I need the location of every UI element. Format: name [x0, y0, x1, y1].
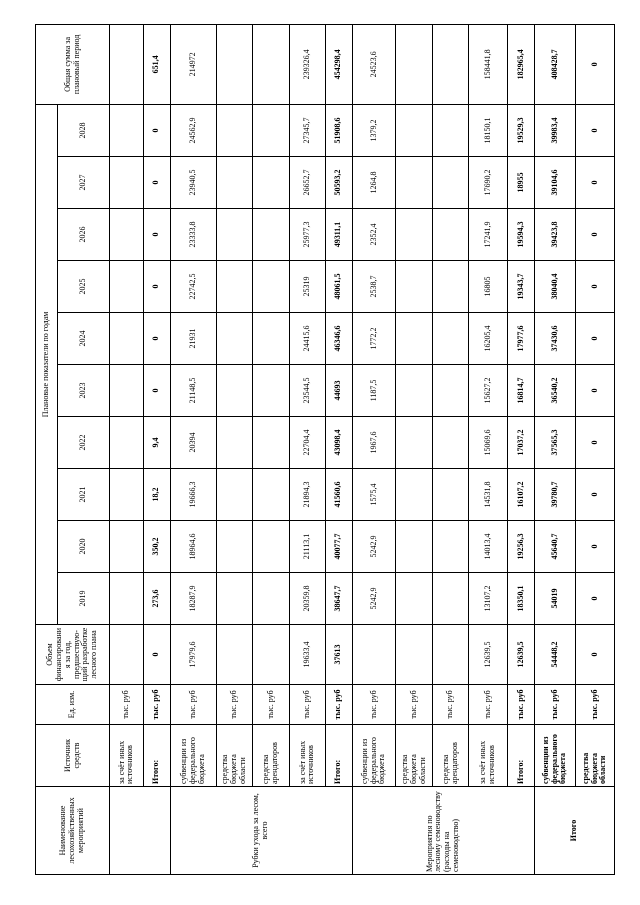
value-cell-2027 — [396, 157, 432, 209]
value-cell-2028: 0 — [143, 104, 170, 156]
unit-cell: тыс. руб — [396, 685, 432, 725]
value-cell-2025 — [110, 261, 144, 313]
unit-cell: тыс. руб — [143, 685, 170, 725]
group-name-g1: Рубки ухода за лесом, всего — [170, 787, 352, 875]
value-cell-2022: 9,4 — [143, 417, 170, 469]
value-cell-2028 — [432, 104, 468, 156]
value-cell-2026 — [110, 209, 144, 261]
value-cell-2020: 5242,9 — [352, 521, 396, 573]
value-cell-2022 — [432, 417, 468, 469]
value-cell-2025: 0 — [576, 261, 615, 313]
value-cell-2024 — [432, 313, 468, 365]
table-row — [110, 24, 144, 874]
value-cell-2023 — [432, 365, 468, 417]
value-cell-2019: 18350,1 — [508, 573, 535, 625]
volume-cell: 37613 — [326, 625, 353, 685]
header-year-2028: 2028 — [58, 104, 110, 156]
value-cell-2026: 39423,8 — [534, 209, 575, 261]
group-name-cell — [110, 787, 171, 875]
value-cell-2019: 20359,8 — [289, 573, 325, 625]
table-row — [143, 24, 170, 874]
value-cell-2020: 0 — [576, 521, 615, 573]
source-cell: субвенции из федерального бюджета — [352, 725, 396, 787]
source-cell: за счёт иных источников — [289, 725, 325, 787]
value-cell-2023: 21148,5 — [170, 365, 216, 417]
value-cell-2027: 50593,2 — [326, 157, 353, 209]
value-cell-2028: 0 — [576, 104, 615, 156]
table-row — [508, 24, 535, 874]
value-cell-2022: 20394 — [170, 417, 216, 469]
header-year-2021: 2021 — [58, 469, 110, 521]
value-cell-2023 — [396, 365, 432, 417]
header-source: Источник средств — [36, 725, 110, 787]
value-cell-2019: 54019 — [534, 573, 575, 625]
value-cell-2021: 14531,8 — [469, 469, 508, 521]
total-cell: 239326,4 — [289, 24, 325, 104]
value-cell-2024 — [253, 313, 289, 365]
table-row — [576, 24, 615, 874]
table-row — [170, 24, 216, 874]
value-cell-2026: 25977,3 — [289, 209, 325, 261]
header-year-2019: 2019 — [58, 573, 110, 625]
value-cell-2020: 19256,3 — [508, 521, 535, 573]
value-cell-2021: 41560,6 — [326, 469, 353, 521]
value-cell-2022 — [216, 417, 252, 469]
value-cell-2024: 1772,2 — [352, 313, 396, 365]
value-cell-2026: 17241,9 — [469, 209, 508, 261]
total-cell: 158441,8 — [469, 24, 508, 104]
value-cell-2019 — [432, 573, 468, 625]
header-year-2025: 2025 — [58, 261, 110, 313]
value-cell-2026: 2352,4 — [352, 209, 396, 261]
value-cell-2024: 21931 — [170, 313, 216, 365]
value-cell-2026 — [396, 209, 432, 261]
value-cell-2019 — [396, 573, 432, 625]
volume-cell: 0 — [143, 625, 170, 685]
source-cell: за счёт иных источников — [469, 725, 508, 787]
value-cell-2024: 24415,6 — [289, 313, 325, 365]
value-cell-2021: 1575,4 — [352, 469, 396, 521]
value-cell-2020: 18964,6 — [170, 521, 216, 573]
value-cell-2020: 14013,4 — [469, 521, 508, 573]
value-cell-2023: 23544,5 — [289, 365, 325, 417]
value-cell-2028: 1379,2 — [352, 104, 396, 156]
value-cell-2020 — [253, 521, 289, 573]
unit-cell: тыс. руб — [534, 685, 575, 725]
value-cell-2021 — [216, 469, 252, 521]
value-cell-2025 — [216, 261, 252, 313]
value-cell-2026: 0 — [576, 209, 615, 261]
value-cell-2020: 350,2 — [143, 521, 170, 573]
total-cell: 214972 — [170, 24, 216, 104]
value-cell-2021 — [253, 469, 289, 521]
value-cell-2027: 17690,2 — [469, 157, 508, 209]
total-cell: 24523,6 — [352, 24, 396, 104]
value-cell-2023: 1187,5 — [352, 365, 396, 417]
total-cell — [110, 24, 144, 104]
value-cell-2027 — [110, 157, 144, 209]
value-cell-2022 — [110, 417, 144, 469]
value-cell-2027: 0 — [143, 157, 170, 209]
volume-cell — [253, 625, 289, 685]
total-cell — [396, 24, 432, 104]
volume-cell — [352, 625, 396, 685]
unit-cell: тыс. руб — [216, 685, 252, 725]
value-cell-2022: 0 — [576, 417, 615, 469]
group-name-g3: Итого — [534, 787, 614, 875]
value-cell-2025: 48061,5 — [326, 261, 353, 313]
volume-cell: 12639,5 — [508, 625, 535, 685]
value-cell-2019 — [110, 573, 144, 625]
financing-table — [35, 24, 615, 875]
unit-cell: тыс. руб — [170, 685, 216, 725]
value-cell-2022: 22704,4 — [289, 417, 325, 469]
header-year-2026: 2026 — [58, 209, 110, 261]
value-cell-2024: 17977,6 — [508, 313, 535, 365]
value-cell-2027: 18955 — [508, 157, 535, 209]
value-cell-2022 — [396, 417, 432, 469]
volume-cell — [432, 625, 468, 685]
table-row — [396, 24, 432, 874]
value-cell-2028: 24562,9 — [170, 104, 216, 156]
volume-cell — [396, 625, 432, 685]
value-cell-2020: 45640,7 — [534, 521, 575, 573]
value-cell-2025: 2538,7 — [352, 261, 396, 313]
value-cell-2027: 23940,5 — [170, 157, 216, 209]
value-cell-2024: 0 — [143, 313, 170, 365]
source-cell: средства бюджета области — [576, 725, 615, 787]
value-cell-2028: 18150,1 — [469, 104, 508, 156]
value-cell-2019: 13107,2 — [469, 573, 508, 625]
volume-cell: 0 — [576, 625, 615, 685]
value-cell-2027: 0 — [576, 157, 615, 209]
unit-cell: тыс. руб — [326, 685, 353, 725]
volume-cell: 19633,4 — [289, 625, 325, 685]
header-year-2023: 2023 — [58, 365, 110, 417]
value-cell-2024: 16205,4 — [469, 313, 508, 365]
value-cell-2028 — [253, 104, 289, 156]
total-cell — [216, 24, 252, 104]
value-cell-2023: 44693 — [326, 365, 353, 417]
value-cell-2021: 0 — [576, 469, 615, 521]
value-cell-2022: 17037,2 — [508, 417, 535, 469]
value-cell-2022: 43098,4 — [326, 417, 353, 469]
value-cell-2027: 26652,7 — [289, 157, 325, 209]
header-year-2024: 2024 — [58, 313, 110, 365]
header-volume: Объем финансировани я за год, предшествую-щий разработке лесного плана — [36, 625, 110, 685]
value-cell-2021: 39780,7 — [534, 469, 575, 521]
value-cell-2028 — [396, 104, 432, 156]
value-cell-2024 — [110, 313, 144, 365]
value-cell-2019: 273,6 — [143, 573, 170, 625]
unit-cell: тыс. руб — [110, 685, 144, 725]
volume-cell: 17979,6 — [170, 625, 216, 685]
total-cell: 408428,7 — [534, 24, 575, 104]
value-cell-2023: 16814,7 — [508, 365, 535, 417]
value-cell-2026: 49311,1 — [326, 209, 353, 261]
total-cell — [432, 24, 468, 104]
table-row — [289, 24, 325, 874]
value-cell-2020 — [432, 521, 468, 573]
unit-cell: тыс. руб — [469, 685, 508, 725]
value-cell-2021: 19666,3 — [170, 469, 216, 521]
header-total: Общая сумма за плановый период — [36, 24, 110, 104]
value-cell-2023 — [110, 365, 144, 417]
value-cell-2026 — [253, 209, 289, 261]
table-row — [326, 24, 353, 874]
total-cell: 0 — [576, 24, 615, 104]
source-cell: Итого: — [143, 725, 170, 787]
value-cell-2019: 5242,9 — [352, 573, 396, 625]
value-cell-2021 — [432, 469, 468, 521]
value-cell-2023 — [253, 365, 289, 417]
value-cell-2028: 19529,3 — [508, 104, 535, 156]
volume-cell: 54448,2 — [534, 625, 575, 685]
group-name-g2: Мероприятия по лесному семеноводству (расходы на семеноводство) — [352, 787, 534, 875]
value-cell-2019: 0 — [576, 573, 615, 625]
source-cell: средства арендаторов — [432, 725, 468, 787]
total-cell — [253, 24, 289, 104]
rotated-table-wrapper — [35, 25, 615, 875]
unit-cell: тыс. руб — [576, 685, 615, 725]
value-cell-2021 — [396, 469, 432, 521]
value-cell-2020: 21113,1 — [289, 521, 325, 573]
value-cell-2024: 0 — [576, 313, 615, 365]
source-cell: средства арендаторов — [253, 725, 289, 787]
source-cell: субвенции из федерального бюджета — [534, 725, 575, 787]
value-cell-2028: 27345,7 — [289, 104, 325, 156]
volume-cell — [110, 625, 144, 685]
value-cell-2019: 38647,7 — [326, 573, 353, 625]
value-cell-2024: 37430,6 — [534, 313, 575, 365]
value-cell-2020: 40077,7 — [326, 521, 353, 573]
value-cell-2021: 18,2 — [143, 469, 170, 521]
value-cell-2019 — [253, 573, 289, 625]
value-cell-2027: 39104,6 — [534, 157, 575, 209]
value-cell-2026: 19594,3 — [508, 209, 535, 261]
value-cell-2021: 16107,2 — [508, 469, 535, 521]
value-cell-2020 — [110, 521, 144, 573]
value-cell-2019: 18287,9 — [170, 573, 216, 625]
value-cell-2028 — [216, 104, 252, 156]
unit-cell: тыс. руб — [432, 685, 468, 725]
value-cell-2025: 16805 — [469, 261, 508, 313]
value-cell-2025: 38040,4 — [534, 261, 575, 313]
value-cell-2023: 36540,2 — [534, 365, 575, 417]
table-row — [253, 24, 289, 874]
unit-cell: тыс. руб — [508, 685, 535, 725]
value-cell-2028: 39983,4 — [534, 104, 575, 156]
value-cell-2027: 1264,8 — [352, 157, 396, 209]
source-cell: субвенции из федерального бюджета — [170, 725, 216, 787]
unit-cell: тыс. руб — [253, 685, 289, 725]
value-cell-2027 — [253, 157, 289, 209]
table-row — [216, 24, 252, 874]
source-cell: за счёт иных источников — [110, 725, 144, 787]
value-cell-2027 — [216, 157, 252, 209]
value-cell-2025 — [253, 261, 289, 313]
header-unit: Ед. изм. — [36, 685, 110, 725]
value-cell-2028: 51908,6 — [326, 104, 353, 156]
header-planned: Плановые показатели по годам — [36, 104, 58, 624]
value-cell-2025: 22742,5 — [170, 261, 216, 313]
header-year-2027: 2027 — [58, 157, 110, 209]
value-cell-2020 — [216, 521, 252, 573]
value-cell-2022: 15069,6 — [469, 417, 508, 469]
value-cell-2023 — [216, 365, 252, 417]
volume-cell — [216, 625, 252, 685]
value-cell-2024 — [396, 313, 432, 365]
value-cell-2025 — [396, 261, 432, 313]
table-row — [469, 24, 508, 874]
total-cell: 454298,4 — [326, 24, 353, 104]
table-row — [352, 24, 396, 874]
value-cell-2026 — [432, 209, 468, 261]
value-cell-2025 — [432, 261, 468, 313]
value-cell-2021: 21894,3 — [289, 469, 325, 521]
source-cell: Итого: — [326, 725, 353, 787]
value-cell-2023: 0 — [576, 365, 615, 417]
value-cell-2023: 15627,2 — [469, 365, 508, 417]
volume-cell: 12639,5 — [469, 625, 508, 685]
value-cell-2022: 1967,6 — [352, 417, 396, 469]
total-cell: 651,4 — [143, 24, 170, 104]
value-cell-2025: 0 — [143, 261, 170, 313]
value-cell-2022 — [253, 417, 289, 469]
value-cell-2024 — [216, 313, 252, 365]
value-cell-2027 — [432, 157, 468, 209]
total-cell: 182965,4 — [508, 24, 535, 104]
unit-cell: тыс. руб — [352, 685, 396, 725]
table-row — [534, 24, 575, 874]
value-cell-2026 — [216, 209, 252, 261]
value-cell-2024: 46346,6 — [326, 313, 353, 365]
value-cell-2028 — [110, 104, 144, 156]
value-cell-2023: 0 — [143, 365, 170, 417]
value-cell-2022: 37565,3 — [534, 417, 575, 469]
value-cell-2021 — [110, 469, 144, 521]
source-cell: средства бюджета области — [216, 725, 252, 787]
source-cell: Итого: — [508, 725, 535, 787]
value-cell-2025: 19343,7 — [508, 261, 535, 313]
table-row — [432, 24, 468, 874]
value-cell-2026: 23333,8 — [170, 209, 216, 261]
header-name: Наименование лесохозяйственных мероприятий — [36, 787, 110, 875]
header-year-2022: 2022 — [58, 417, 110, 469]
header-year-2020: 2020 — [58, 521, 110, 573]
source-cell: средства бюджета области — [396, 725, 432, 787]
value-cell-2025: 25319 — [289, 261, 325, 313]
unit-cell: тыс. руб — [289, 685, 325, 725]
value-cell-2026: 0 — [143, 209, 170, 261]
value-cell-2020 — [396, 521, 432, 573]
value-cell-2019 — [216, 573, 252, 625]
